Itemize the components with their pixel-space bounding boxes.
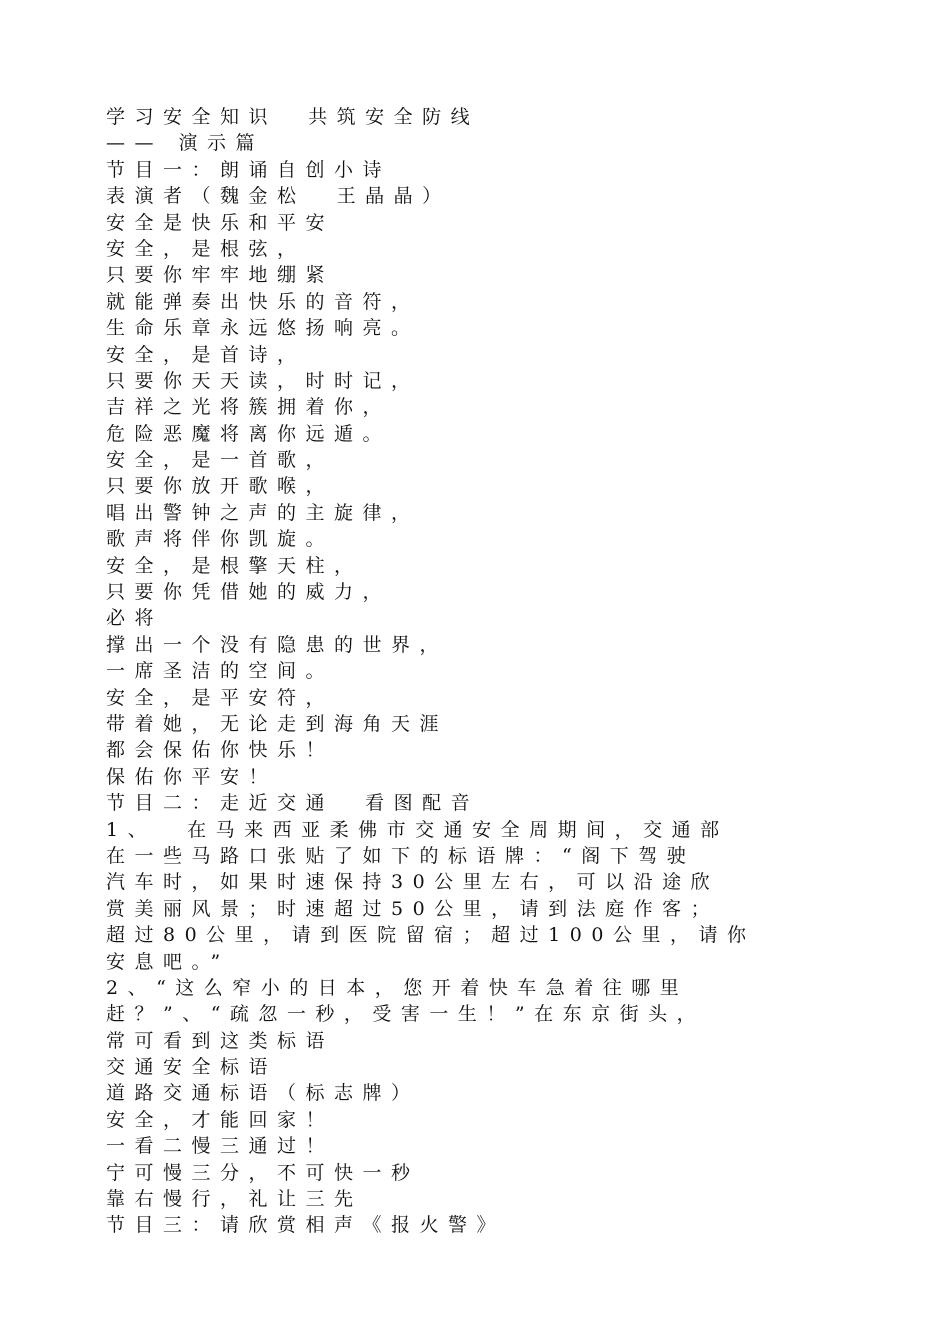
poem-line: 保佑你平安！: [106, 765, 278, 788]
paragraph-line: 2、“这么窄小的日本，您开着快车急着往哪里: [106, 976, 689, 999]
poem-line: 歌声将伴你凯旋。: [106, 528, 335, 551]
poem-line: 危险恶魔将离你远遁。: [106, 422, 392, 445]
poem-line: 就能弹奏出快乐的音符，: [106, 290, 420, 313]
program-one-heading: 节目一：朗诵自创小诗: [106, 158, 392, 181]
poem-line: 安全，是平安符，: [106, 686, 335, 709]
poem-line: 唱出警钟之声的主旋律，: [106, 501, 420, 524]
poem-line: 安全，是根擎天柱，: [106, 554, 363, 577]
poem-line: 必将: [106, 607, 164, 630]
poem-line: 只要你放开歌喉，: [106, 475, 335, 498]
poem-line: 一席圣洁的空间。: [106, 660, 335, 683]
poem-line: 只要你天天读，时时记，: [106, 369, 420, 392]
paragraph-line: 赶？”、“疏忽一秒，受害一生！”在东京街头，: [106, 1003, 706, 1026]
paragraph-line: 赏美丽风景；时速超过50公里，请到法庭作客；: [106, 897, 720, 920]
slogan-line: 一看二慢三通过！: [106, 1135, 335, 1158]
poem-line: 生命乐章永远悠扬响亮。: [106, 317, 420, 340]
poem-line: 只要你牢牢地绷紧: [106, 264, 335, 287]
paragraph-line: 安息吧。”: [106, 950, 230, 973]
paragraph-line: 在一些马路口张贴了如下的标语牌：“阁下驾驶: [106, 844, 696, 867]
poem-line: 安全，是首诗，: [106, 343, 306, 366]
slogan-line: 宁可慢三分，不可快一秒: [106, 1161, 420, 1184]
poem-line: 安全，是一首歌，: [106, 449, 335, 472]
slogan-line: 安全，才能回家！: [106, 1108, 335, 1131]
poem-line: 撑出一个没有隐患的世界，: [106, 633, 449, 656]
paragraph-line: 汽车时，如果时速保持30公里左右，可以沿途欣: [106, 871, 720, 894]
document-title: 学习安全知识 共筑安全防线: [106, 106, 480, 128]
document-subtitle: —— 演示篇: [106, 132, 265, 155]
poem-line: 吉祥之光将簇拥着你，: [106, 396, 392, 419]
poem-line: 只要你凭借她的威力，: [106, 581, 392, 604]
paragraph-line: 常可看到这类标语: [106, 1029, 335, 1052]
paragraph-line: 超过80公里，请到医院留宿；超过100公里，请你: [106, 924, 756, 947]
poem-line: 带着她，无论走到海角天涯: [106, 712, 449, 735]
poem-line: 安全，是根弦，: [106, 237, 306, 260]
slogan-line: 靠右慢行，礼让三先: [106, 1188, 363, 1211]
performers-line: 表演者（魏金松 王晶晶）: [106, 185, 451, 208]
paragraph-line: 1、 在马来西亚柔佛市交通安全周期间，交通部: [106, 818, 729, 841]
slogan-subheading: 道路交通标语（标志牌）: [106, 1082, 420, 1105]
program-three-heading: 节目三：请欣赏相声《报火警》: [106, 1214, 506, 1237]
document-body: [106, 104, 886, 1239]
poem-line: 都会保佑你快乐！: [106, 739, 335, 762]
slogan-section-heading: 交通安全标语: [106, 1056, 278, 1079]
poem-title: 安全是快乐和平安: [106, 211, 335, 234]
program-two-heading: 节目二：走近交通 看图配音: [106, 792, 480, 815]
